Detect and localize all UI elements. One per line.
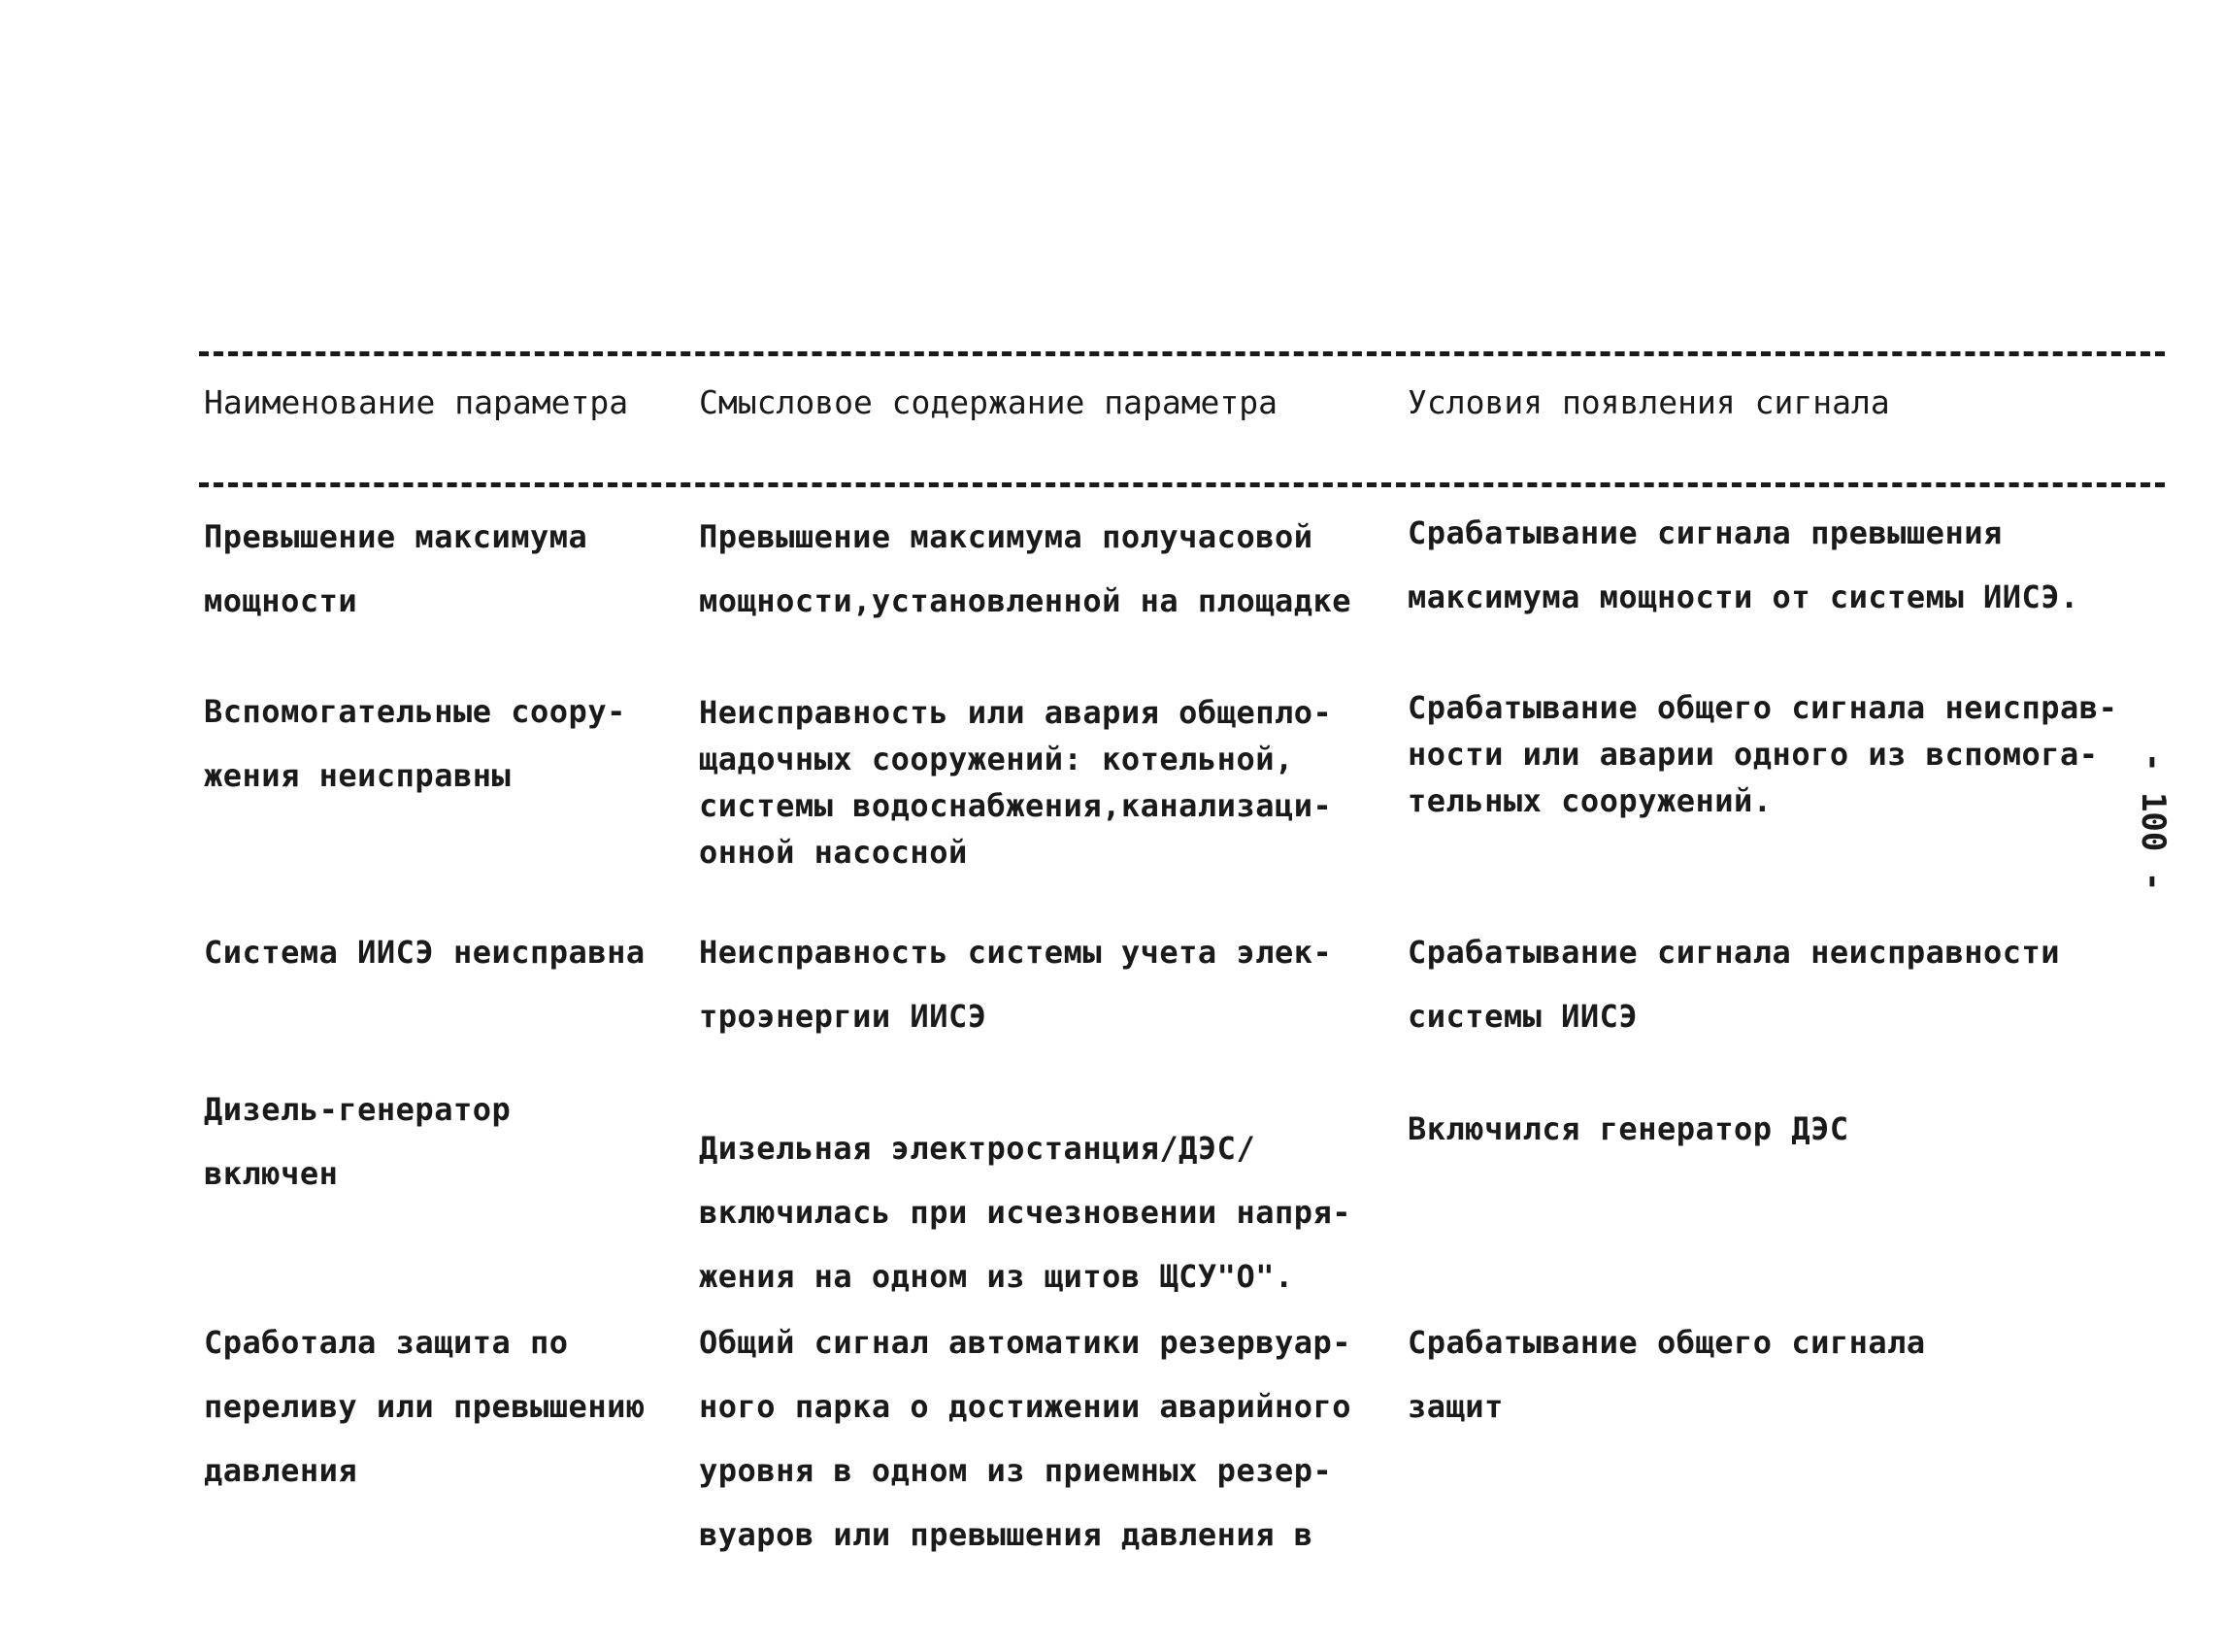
header-parameter-name: Наименование параметра — [204, 383, 629, 421]
row1-parameter: Превышение максимума мощности — [204, 518, 588, 619]
row3-condition: Срабатывание сигнала неисправности системы ИИСЭ — [1408, 934, 2061, 1035]
table-top-rule — [199, 351, 2165, 356]
row3-parameter: Система ИИСЭ неисправна — [204, 934, 646, 971]
row5-condition: Срабатывание общего сигнала защит — [1408, 1324, 1926, 1425]
row5-parameter: Сработала защита по переливу или превышению давления — [204, 1324, 646, 1489]
row2-condition: Срабатывание общего сигнала неисправ- ности или аварии одного из вспомога- тельных сооружений. — [1408, 689, 2118, 819]
row1-meaning: Превышение максимума получасовой мощности,установленной на площадке — [699, 518, 1352, 619]
row3-meaning: Неисправность системы учета элек- троэнергии ИИСЭ — [699, 934, 1333, 1035]
row4-parameter: Дизель-генератор включен — [204, 1091, 512, 1192]
row2-meaning: Неисправность или авария общеплo- щадочных сооружений: котельной, системы водоснабжения,канализаци- онной насосной — [699, 694, 1333, 871]
row2-parameter: Вспомогательные соору- жения неисправны — [204, 693, 626, 794]
row1-condition: Срабатывание сигнала превышения максимума мощности от системы ИИСЭ. — [1408, 514, 2079, 615]
table-header-rule — [199, 482, 2165, 487]
row4-condition: Включился генератор ДЭС — [1408, 1110, 1849, 1147]
header-parameter-meaning: Смысловое содержание параметра — [699, 383, 1278, 421]
row4-meaning: Дизельная электростанция/ДЭС/ включилась при исчезновении напря- жения на одном из щитов ЩСУ"О". — [699, 1130, 1352, 1295]
header-signal-condition: Условия появления сигнала — [1408, 383, 1890, 421]
row5-meaning: Общий сигнал автоматики резервуар- ного парка о достижении аварийного уровня в одном из приемных резер- вуаров или превышения давления в — [699, 1324, 1352, 1553]
page-number: - 100 - — [2134, 752, 2173, 892]
